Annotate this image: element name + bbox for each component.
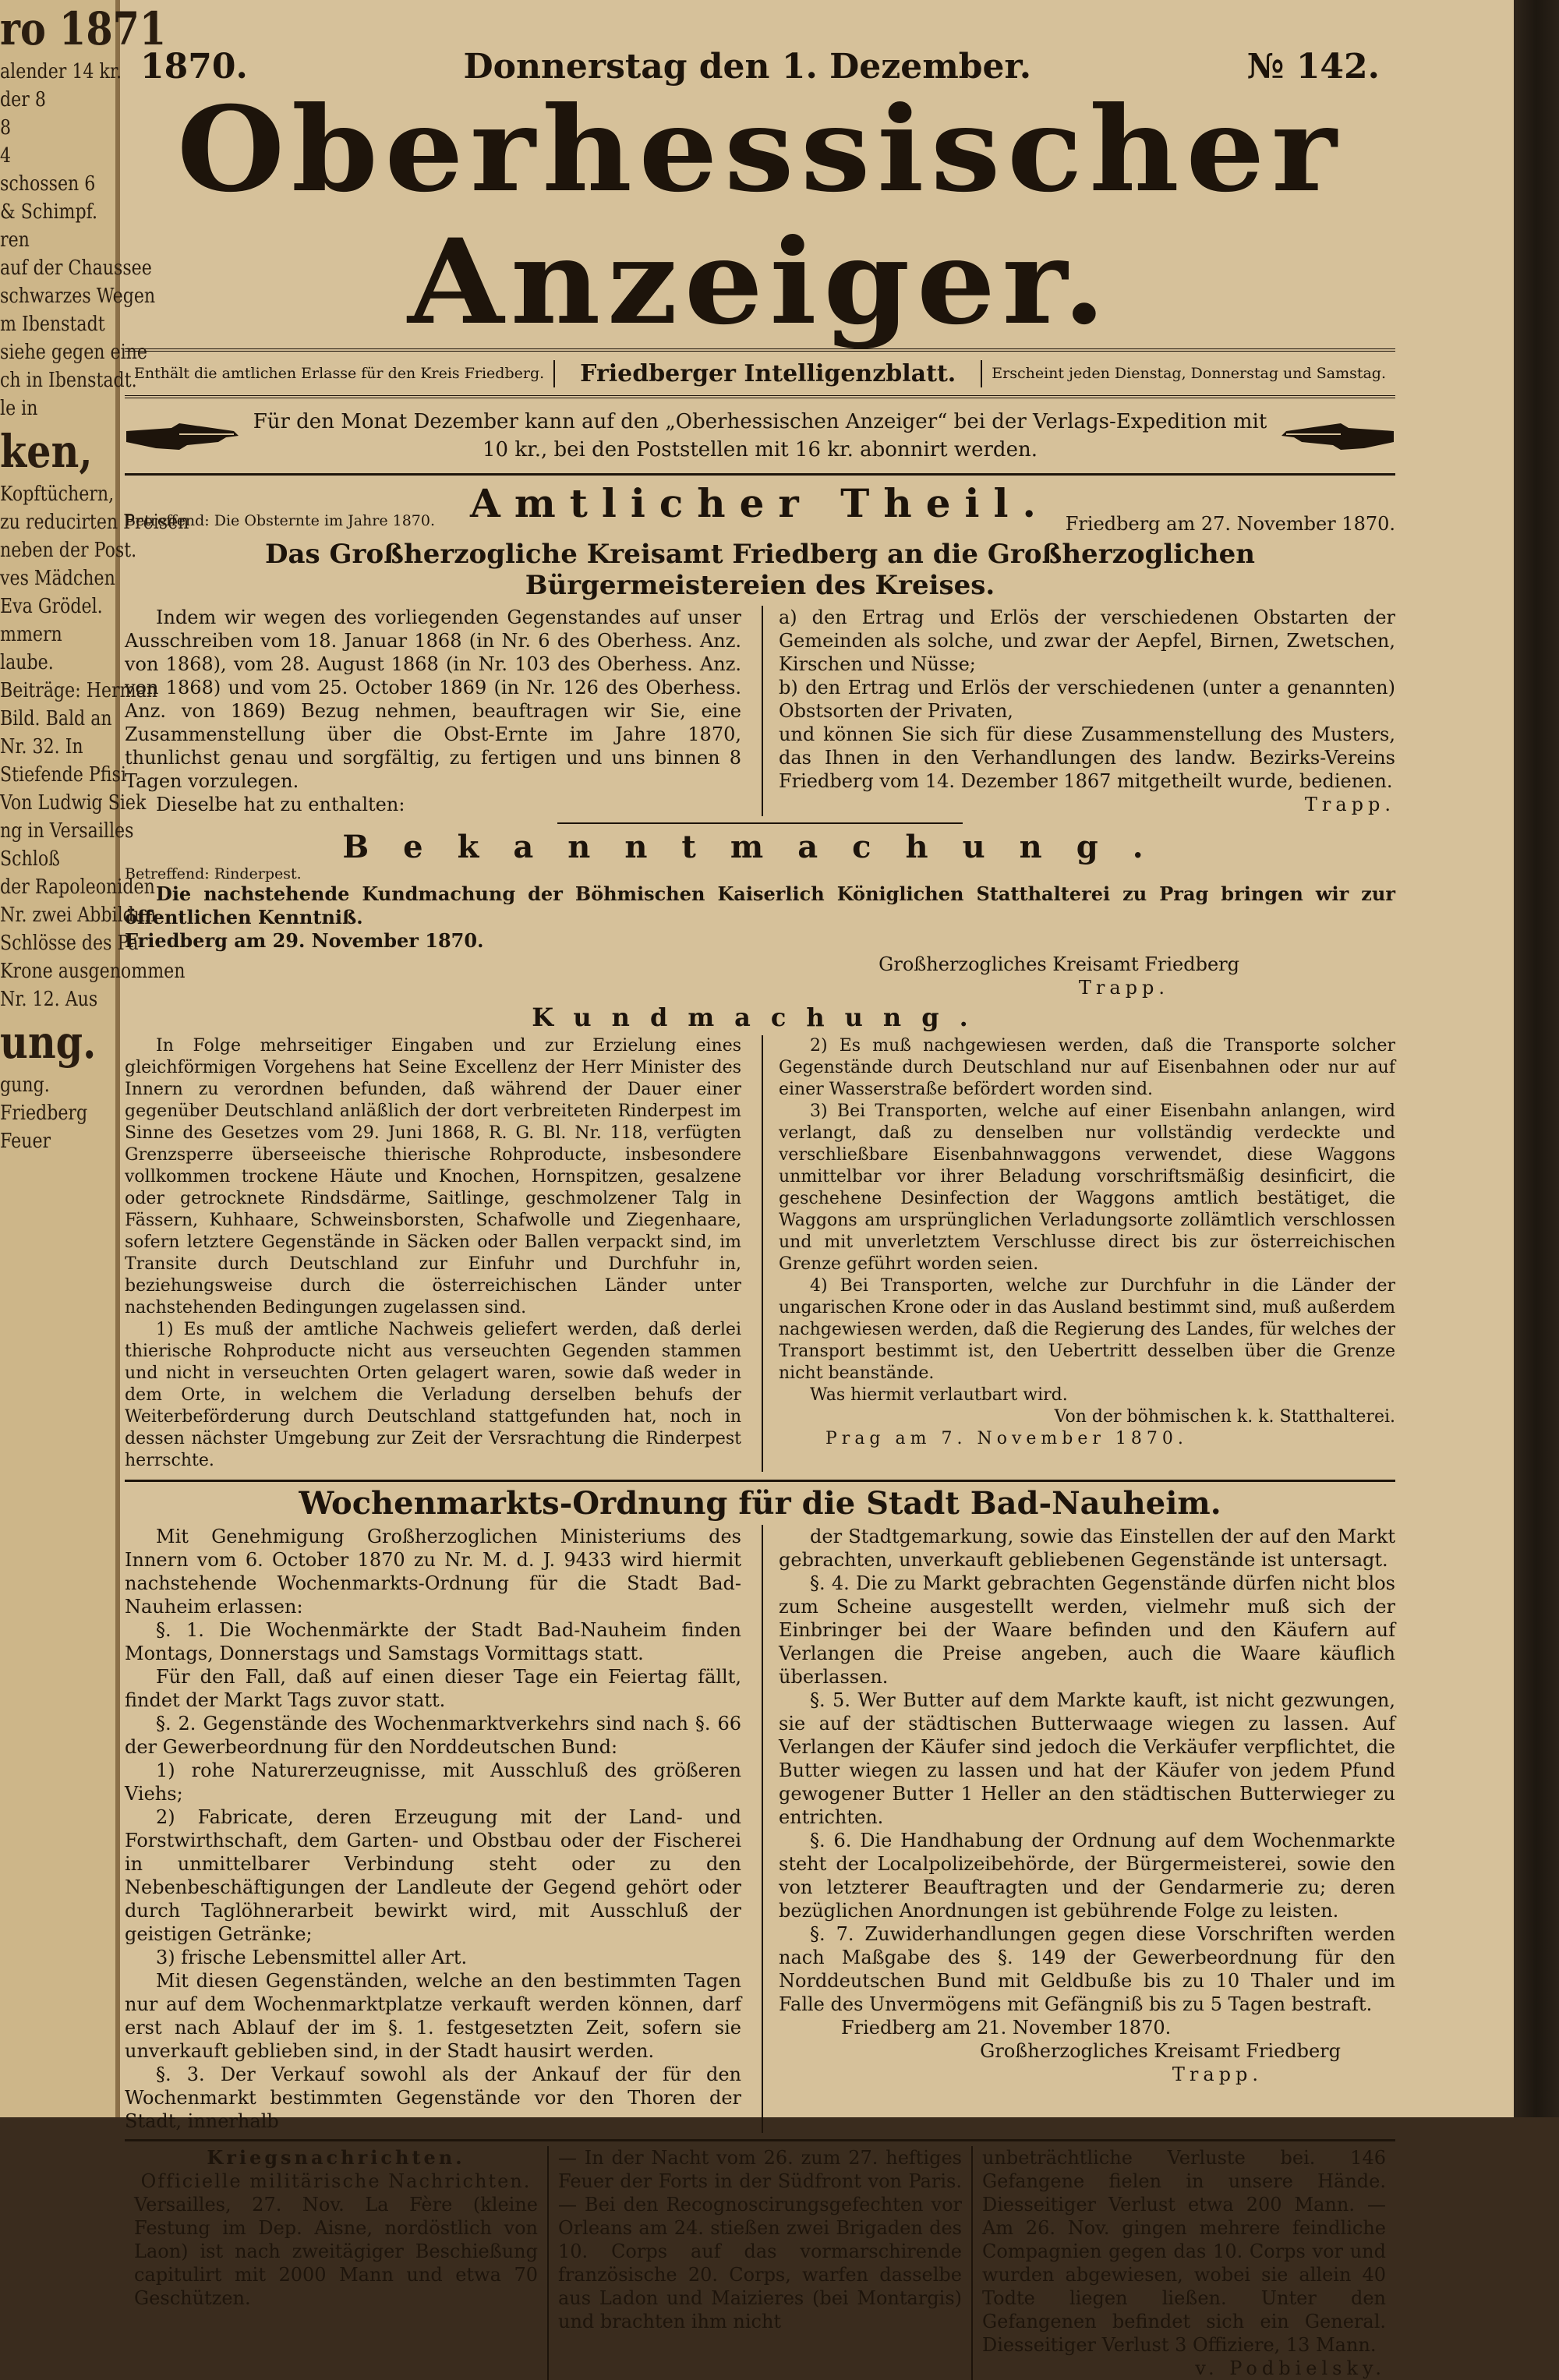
prev-page-line: Beiträge: Herman	[0, 679, 157, 702]
pointing-hand-right-icon	[125, 419, 242, 453]
prev-page-line: schwarzes Wegen	[0, 285, 156, 308]
kriegs-subtitle: Officielle militärische Nachrichten.	[140, 2170, 532, 2192]
prev-page-line: m Ibenstadt	[0, 313, 105, 336]
kundmachung-office: Von der böhmischen k. k. Statthalterei.	[1054, 1407, 1395, 1427]
kundmachung-title: Kundmachung.	[532, 1003, 988, 1032]
prev-page-line: Krone ausgenommen	[0, 960, 186, 983]
kriegs-column-1	[125, 2146, 547, 2380]
bekanntmachung-text: Die nachstehende Kundmachung der Böhmischen Kaiserlich Königlichen Statthalterei zu Prag bringen wir zur öffentlichen Kenntniß.	[125, 882, 1395, 928]
prev-page-line: laube.	[0, 651, 54, 674]
amtlich-betreff: Betreffend: Die Obsternte im Jahre 1870.	[125, 512, 436, 529]
kriegs-text-1: Versailles, 27. Nov. La Fère (kleine Festung im Dep. Aisne, nordöstlich von Laon) ist nach zweitägiger Beschießung capitulirt mit 2000 Mann und etwa 70 Geschützen.	[134, 2194, 538, 2309]
prev-page-line: Nr. 32. In	[0, 735, 83, 759]
kundmachung-left-column	[125, 1035, 741, 1472]
prev-page-line: Kopftüchern,	[0, 483, 115, 506]
amtlich-place-date: Friedberg am 27. November 1870.	[1065, 513, 1395, 535]
kundmachung-right-column	[762, 1035, 1395, 1472]
bekanntmachung-signature: Trapp.	[1078, 977, 1169, 999]
kundmachung-closing: Was hiermit verlautbart wird.	[810, 1385, 1068, 1405]
issue-year: 1870.	[140, 47, 248, 87]
amtlich-signature: Trapp.	[1304, 794, 1395, 815]
prev-page-line: neben der Post.	[0, 539, 137, 562]
wochenmarkt-paragraph: Mit Genehmigung Großherzoglichen Ministeriums des Innern vom 6. October 1870 zu Nr. M. d. J. 9433 wird hiermit nachstehende Wochenmarkts-Ordnung für die Stadt Bad-Nauheim erlassen:	[125, 1526, 741, 1618]
kundmachung-place-date: Prag am 7. November 1870.	[825, 1429, 1188, 1448]
masthead-title: Oberhessischer Anzeiger.	[176, 81, 1344, 351]
issue-date: Donnerstag den 1. Dezember.	[463, 47, 1032, 87]
bekanntmachung-section	[125, 829, 1395, 999]
kundmachung-section	[125, 1003, 1395, 1472]
wochenmarkt-section	[125, 1485, 1395, 2133]
prev-page-line: ung.	[0, 1016, 97, 1069]
prev-page-line: ch in Ibenstadt.	[0, 369, 137, 392]
prev-page-line: 8	[0, 116, 12, 140]
issue-number: № 142.	[1246, 47, 1380, 87]
wochenmarkt-paragraph: §. 5. Wer Butter auf dem Markte kauft, ist nicht gezwungen, sie auf der städtischen Butterwaage wiegen zu lassen. Auf Verlangen der Käufer sind jedoch die Verkäufer verpflichtet, die Butter wiegen zu lassen und hat der Käufer von jedem Pfund gewogener Butter 1 Heller an den städtischen Butterwieger zu entrichten.	[779, 1689, 1395, 1828]
book-binding	[1514, 0, 1559, 2117]
prev-page-line: ng in Versailles	[0, 819, 134, 843]
amtlich-item-a: a) den Ertrag und Erlös der verschiedenen Obstarten der Gemeinden als solche, und zwar der Aepfel, Birnen, Zwetschen, Kirschen und Nüsse;	[779, 606, 1395, 675]
prev-page-line: auf der Chaussee	[0, 256, 152, 280]
prev-page-line: alender 14 kr.	[0, 60, 122, 83]
wochenmarkt-paragraph: der Stadtgemarkung, sowie das Einstellen der auf den Markt gebrachten, unverkauft gebliebenen Gegenstände ist untersagt.	[779, 1526, 1395, 1571]
bekanntmachung-title: Bekanntmachung.	[342, 829, 1178, 865]
wochenmarkt-title: Wochenmarkts-Ordnung für die Stadt Bad-Nauheim.	[299, 1485, 1221, 1522]
amtlich-title: Amtlicher Theil.	[470, 480, 1050, 526]
wochenmarkt-left-column	[125, 1525, 741, 2133]
prev-page-line: ken,	[0, 425, 93, 478]
amtlich-item-b: b) den Ertrag und Erlös der verschiedenen (unter a genannten) Obstsorten der Privaten,	[779, 677, 1395, 722]
kundmachung-point-2: 2) Es muß nachgewiesen werden, daß die Transporte solcher Gegenstände durch Deutschland nur auf Eisenbahnen oder nur auf einer Wasserstraße befördert worden sind.	[779, 1036, 1395, 1099]
wochenmarkt-paragraph: 2) Fabricate, deren Erzeugung mit der Land- und Forstwirthschaft, dem Garten- und Obstbau oder der Fischerei in unmittelbarer Verbindung steht oder zu den Nebenbeschäftigungen der Landleute der Gegend gehört oder durch Taglöhnerarbeit bewirkt wird, mit Ausschluß der geistigen Getränke;	[125, 1806, 741, 1945]
prev-page-line: der Rapoleoniden	[0, 875, 155, 899]
wochenmarkt-paragraph: 1) rohe Naturerzeugnisse, mit Ausschluß des größeren Viehs;	[125, 1759, 741, 1805]
prev-page-line: Eva Grödel.	[0, 595, 103, 618]
wochenmarkt-right-column	[762, 1525, 1395, 2133]
wochenmarkt-paragraph: §. 2. Gegenstände des Wochenmarktverkehrs sind nach §. 66 der Gewerbeordnung für den Norddeutschen Bund:	[125, 1713, 741, 1758]
amtlich-left-text-2: Dieselbe hat zu enthalten:	[156, 794, 405, 815]
newspaper-page	[125, 47, 1395, 2379]
subhead-center: Friedberger Intelligenzblatt.	[553, 360, 982, 387]
prev-page-line: ves Mädchen	[0, 567, 115, 590]
prev-page-line: der 8	[0, 88, 46, 111]
amtlich-right-column	[762, 606, 1395, 816]
kriegs-title: Kriegsnachrichten.	[207, 2146, 465, 2169]
wochenmarkt-signature: Trapp.	[1172, 2063, 1263, 2085]
wochenmarkt-paragraph: §. 4. Die zu Markt gebrachten Gegenstände dürfen nicht blos zum Scheine ausgestellt werden, vielmehr muß sich der Einbringer bei der Waare befinden und den Käufern auf Verlangen die Preise angeben, auch die Waare käuflich überlassen.	[779, 1572, 1395, 1688]
prev-page-line: Schloß	[0, 847, 60, 871]
prev-page-line: Friedberg	[0, 1102, 88, 1125]
kriegs-text-3: unbeträchtliche Verluste bei. 146 Gefangene fielen in unsere Hände. Diesseitiger Verlust etwa 200 Mann. — Am 26. Nov. gingen mehrere feindliche Compagnien gegen das 10. Corps vor und wurden abgewiesen, wobei sie allein 40 Todte liegen ließen. Unter den Gefangenen befindet sich ein General. Diesseitiger Verlust 3 Offiziere, 13 Mann.	[982, 2147, 1386, 2356]
kundmachung-point-4: 4) Bei Transporten, welche zur Durchfuhr in die Länder der ungarischen Krone oder in das Ausland bestimmt sind, muß außerdem nachgewiesen werden, daß die Regierung des Landes, für welches der Transport bestimmt ist, den Uebertritt desselben über die Grenze nicht beanstände.	[779, 1276, 1395, 1383]
kundmachung-point-3: 3) Bei Transporten, welche auf einer Eisenbahn anlangen, wird verlangt, daß zu denselben nur vollständig verdeckte und verschließbare Eisenbahnwaggons verwendet, diese Waggons unmittelbar vor ihrer Beladung vorschriftsmäßig desinficirt, die geschehene Desinfection der Waggons amtlich bestätiget, die Waggons am ursprünglichen Verladungsorte zollämtlich verschlossen und mit unverletztem Verschlusse direct bis zur österreichischen Grenze geführt worden seien.	[779, 1102, 1395, 1274]
prev-page-line: 4	[0, 144, 12, 168]
amtlich-left-text: Indem wir wegen des vorliegenden Gegenstandes auf unser Ausschreiben vom 18. Januar 1868 (in Nr. 6 des Oberhess. Anz. von 1868), vom 28. August 1868 (in Nr. 103 des Oberhess. Anz. von 1868) und vom 25. October 1869 (in Nr. 126 des Oberhess. Anz. von 1869) Bezug nehmen, beauftragen wir Sie, eine Zusammenstellung über die Obst-Ernte im Jahre 1870, thunlichst genau und sorgfältig, zu fertigen und uns binnen 8 Tagen vorzulegen.	[125, 606, 741, 792]
prev-page-line: Bild. Bald an	[0, 707, 112, 730]
amtlich-address: Das Großherzogliche Kreisamt Friedberg an die Großherzoglichen Bürgermeistereien des Kreises.	[265, 539, 1255, 601]
subhead-left: Enthält die amtlichen Erlasse für den Kreis Friedberg.	[134, 365, 545, 382]
prev-page-line: Feuer	[0, 1130, 51, 1153]
prev-page-line: schossen 6	[0, 172, 96, 196]
subscription-text: Für den Monat Dezember kann auf den „Oberhessischen Anzeiger“ bei der Verlags-Expedition mit 10 kr., bei den Poststellen mit 16 kr. abonnirt werden.	[253, 410, 1267, 462]
kriegs-column-3	[971, 2146, 1395, 2380]
kriegs-column-2	[547, 2146, 971, 2380]
bekanntmachung-betreff: Betreffend: Rinderpest.	[125, 865, 302, 882]
prev-page-line: ren	[0, 228, 30, 252]
wochenmarkt-paragraph: §. 1. Die Wochenmärkte der Stadt Bad-Nauheim finden Montags, Donnerstags und Samstags Vormittags statt.	[125, 1619, 741, 1664]
prev-page-line: Stiefende Pfisi	[0, 763, 126, 787]
amtlich-section	[125, 480, 1395, 816]
kundmachung-point-1: 1) Es muß der amtliche Nachweis geliefert werden, daß derlei thierische Rohproducte nicht aus verseuchten Gegenden stammen und nicht in verseuchten Orten gelagert waren, sowie daß weder in dem Orte, in welchem die Verladung derselben behufs der Weiterbeförderung durch Deutschland stattgefunden hat, noch in dessen nächster Umgebung zur Zeit der Versrachtung die Rinderpest herrschte.	[125, 1320, 741, 1470]
wochenmarkt-paragraph: §. 3. Der Verkauf sowohl als der Ankauf der für den Wochenmarkt bestimmten Gegenstände vor den Thoren der Stadt, innerhalb	[125, 2063, 741, 2132]
pointing-hand-left-icon	[1278, 419, 1395, 453]
subhead-right: Erscheint jeden Dienstag, Donnerstag und Samstag.	[992, 365, 1386, 382]
bekanntmachung-office: Großherzogliches Kreisamt Friedberg	[878, 953, 1239, 975]
subscription-notice	[125, 398, 1395, 473]
bekanntmachung-place-date: Friedberg am 29. November 1870.	[125, 929, 484, 952]
masthead-subhead	[125, 348, 1395, 398]
prev-page-line: zu reducirten Preisen	[0, 511, 189, 534]
prev-page-line: Nr. zwei Abbildun	[0, 904, 157, 927]
wochenmarkt-paragraph: Für den Fall, daß auf einen dieser Tage ein Feiertag fällt, findet der Markt Tags zuvor statt.	[125, 1666, 741, 1711]
wochenmarkt-paragraph: Mit diesen Gegenständen, welche an den bestimmten Tagen nur auf dem Wochenmarktplatze verkauft werden können, darf erst nach Ablauf der im §. 1. festgesetzten Zeit, sofern sie unverkauft geblieben sind, in der Stadt hausirt werden.	[125, 1970, 741, 2062]
prev-page-line: Schlösse des Pa	[0, 932, 139, 955]
prev-page-line: & Schimpf.	[0, 200, 98, 224]
wochenmarkt-paragraph: §. 7. Zuwiderhandlungen gegen diese Vorschriften werden nach Maßgabe des §. 149 der Gewerbeordnung für den Norddeutschen Bund mit Geldbuße bis zu 10 Thaler und im Falle des Unvermögens mit Gefängniß bis zu 5 Tagen bestraft.	[779, 1923, 1395, 2015]
prev-page-line: ro 1871	[0, 2, 167, 55]
prev-page-line: gung.	[0, 1073, 50, 1097]
wochenmarkt-place-date: Friedberg am 21. November 1870.	[841, 2017, 1172, 2039]
amtlich-closing: und können Sie sich für diese Zusammenstellung des Musters, das Ihnen in den Verhandlungen des landw. Bezirks-Vereins Friedberg vom 14. Dezember 1867 mitgetheilt wurde, bedienen.	[779, 723, 1395, 792]
prev-page-line: Von Ludwig Siek	[0, 791, 147, 815]
amtlich-left-column	[125, 606, 741, 816]
wochenmarkt-paragraph: §. 6. Die Handhabung der Ordnung auf dem Wochenmarkte steht der Localpolizeibehörde, der Bürgermeisterei, sowie den von letzterer Beauftragten und der Gendarmerie zu; deren bezüglichen Anordnungen ist gebührende Folge zu leisten.	[779, 1830, 1395, 1922]
prev-page-line: siehe gegen eine	[0, 341, 148, 364]
prev-page-line: le in	[0, 397, 38, 420]
kriegs-text-2: — In der Nacht vom 26. zum 27. heftiges Feuer der Forts in der Südfront von Paris. — Bei den Recognoscirungsgefechten vor Orleans am 24. stießen zwei Brigaden des 10. Corps auf das vormarschirende französische 20. Corps, warfen dasselbe aus Ladon und Maizieres (bei Montargis) und brachten ihm nicht	[558, 2147, 962, 2332]
prev-page-line: Nr. 12. Aus	[0, 988, 98, 1011]
kundmachung-intro: In Folge mehrseitiger Eingaben und zur Erzielung eines gleichförmigen Vorgehens hat Seine Excellenz der Herr Minister des Innern zu verordnen befunden, daß während der Dauer einer gegenüber Deutschland anläßlich der dort verbreiteten Rinderpest im Sinne des Gesetzes vom 29. Juni 1868, R. G. Bl. Nr. 118, verfügten Grenzsperre überseeische thierische Rohproducte, insbesondere vollkommen trockene Häute und Knochen, Hornspitzen, gesalzene oder getrocknete Rindsdärme, Saitlinge, geschmolzener Talg in Fässern, Kuhhaare, Schweinsborsten, Schafwolle und Ziegenhaare, sofern letztere Gegenstände in Säcken oder Ballen verpackt sind, im Transite durch Deutschland zur Einfuhr und Durchfuhr in, beziehungsweise durch die österreichischen Länder unter nachstehenden Bedingungen zugelassen sind.	[125, 1036, 741, 1317]
wochenmarkt-office: Großherzogliches Kreisamt Friedberg	[980, 2040, 1341, 2062]
prev-page-line: mmern	[0, 623, 62, 646]
kriegsnachrichten-section	[125, 2146, 1395, 2380]
kriegs-signature: v. Podbielsky.	[1195, 2357, 1386, 2379]
wochenmarkt-paragraph: 3) frische Lebensmittel aller Art.	[156, 1947, 468, 1968]
